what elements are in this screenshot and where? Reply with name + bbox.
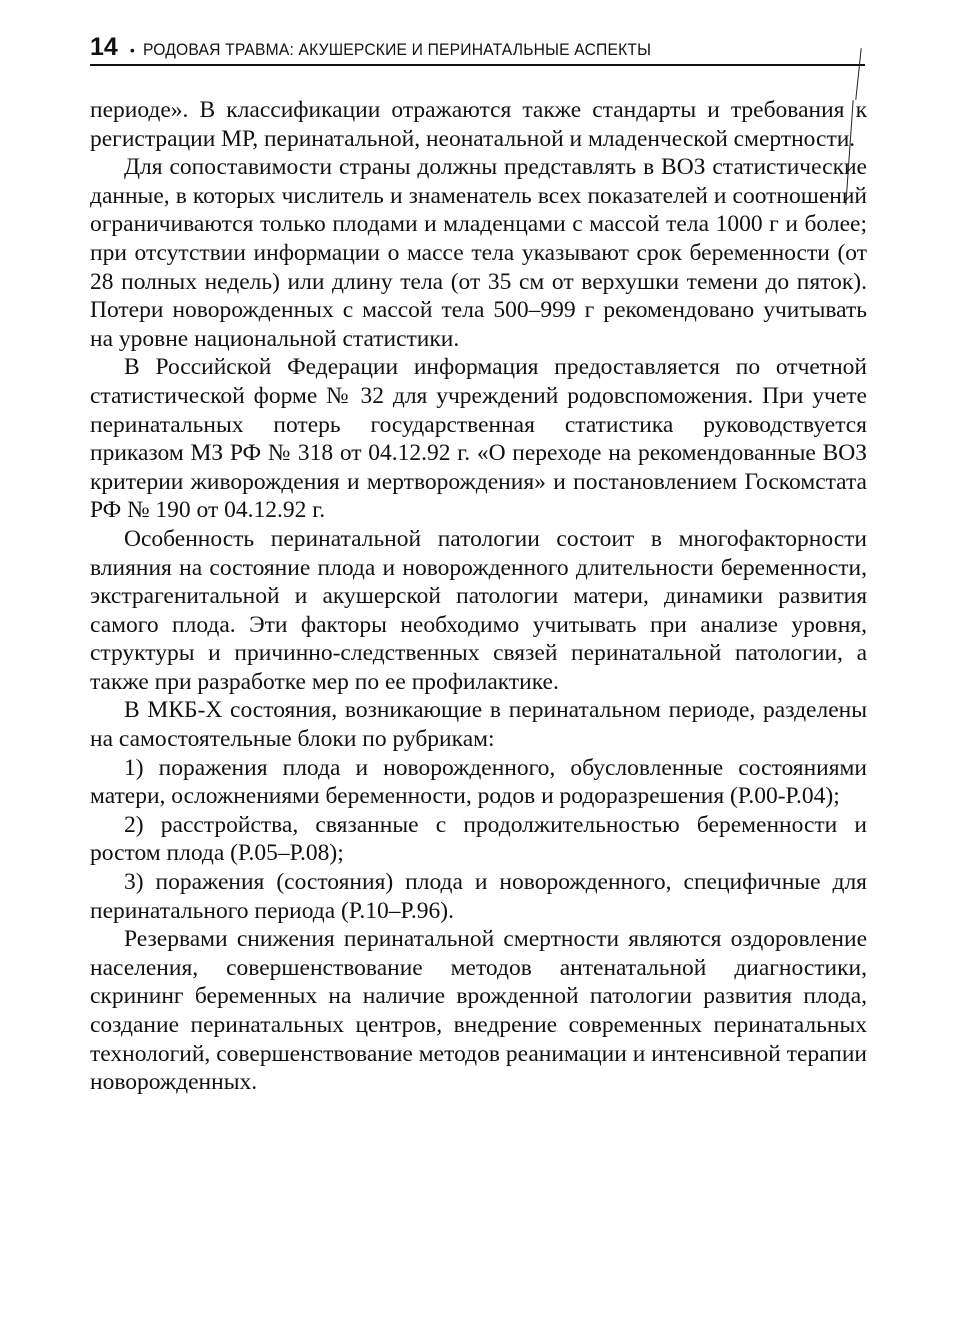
book-title: РОДОВАЯ ТРАВМА: АКУШЕРСКИЕ И ПЕРИНАТАЛЬНЫЕ АСПЕКТЫ (142, 40, 651, 59)
paragraph: Резервами снижения перинатальной смертности являются оздоровление населения, совершенствование методов антенатальной диагностики, скрининг беременных на наличие врожденной патологии развития плода, создание перинатальных центров, внедрение современных перинатальных технологий, совершенствование методов реанимации и интенсивной терапии новорожденных. (90, 926, 867, 1096)
list-item: 2) расстройства, связанные с продолжительностью беременности и ростом плода (P.05–P.08); (90, 811, 867, 867)
page-text (90, 96, 867, 1097)
paragraph: Особенность перинатальной патологии состоит в многофакторности влияния на состояние плода и новорожденного длительности беременности, экстрагенитальной и акушерской патологии матери, динамики развития самого плода. Эти факторы необходимо учитывать при анализе уровня, структуры и причинно-следственных связей перинатальной патологии, а также при разработке мер по ее профилактике. (90, 525, 867, 695)
paragraph: В Российской Федерации информация предоставляется по отчетной статистической форме № 32 для учреждений родовспоможения. При учете перинатальных потерь государственная статистика руководствуется приказом МЗ РФ № 318 от 04.12.92 г. «О переходе на рекомендованные ВОЗ критерии живорождения и мертворождения» и постановлением Госкомстата РФ № 190 от 04.12.92 г. (90, 354, 867, 524)
list-item: 3) поражения (состояния) плода и новорожденного, специфичные для перинатального периода (P.10–P.96). (90, 869, 867, 924)
running-header (90, 30, 865, 66)
page-number: 14 (90, 33, 118, 61)
paragraph: В МКБ-Х состояния, возникающие в перинатальном периоде, разделены на самостоятельные блоки по рубрикам: (90, 697, 867, 753)
paragraph: Для сопоставимости страны должны представлять в ВОЗ статистические данные, в которых числитель и знаменатель всех показателей и соотношений ограничиваются только плодами и младенцами с массой тела 1000 г и более; при отсутствии информации о массе тела указывают срок беременности (от 28 полных недель) или длину тела (от 35 см от верхушки темени до пяток). Потери новорожденных с массой тела 500–999 г рекомендовано учитывать на уровне национальной статистики. (90, 154, 867, 352)
paragraph: периоде». В классификации отражаются также стандарты и требования к регистрации МР, перинатальной, неонатальной и младенческой смертности. (90, 97, 867, 152)
list-item: 1) поражения плода и новорожденного, обусловленные состояниями матери, осложнениями беременности, родов и родоразрешения (P.00-P.04); (90, 754, 867, 810)
header-bullet: • (129, 42, 135, 58)
